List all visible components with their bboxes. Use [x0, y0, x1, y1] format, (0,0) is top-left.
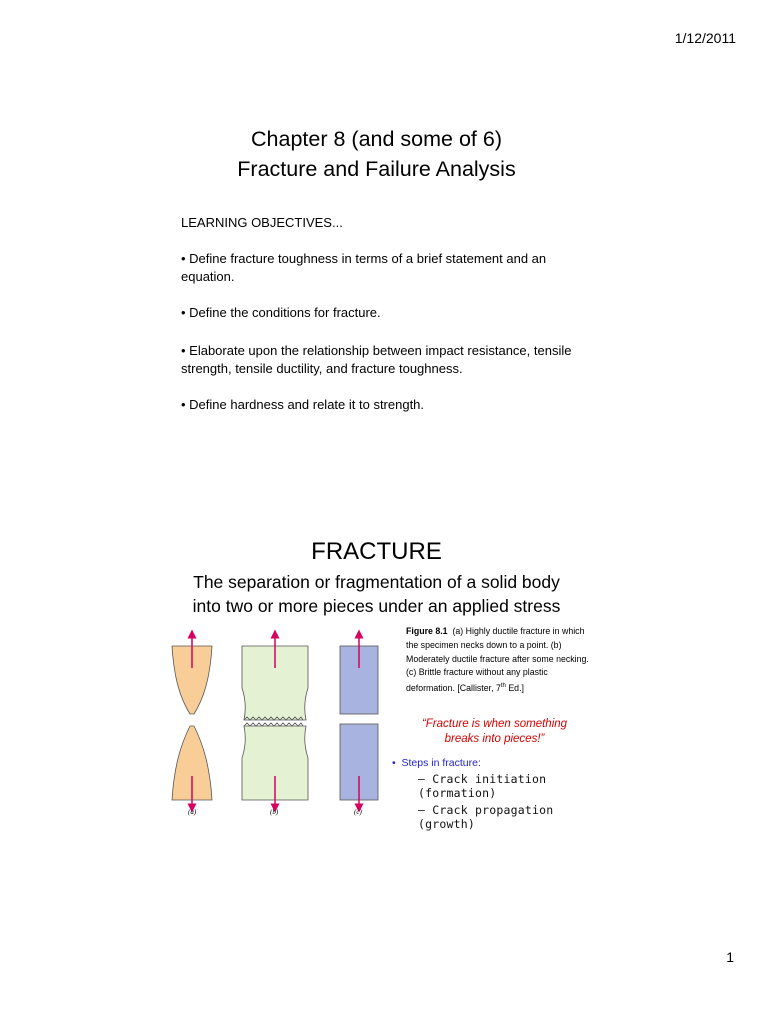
date-stamp: 1/12/2011	[674, 30, 736, 46]
step-item: – Crack propagation (growth)	[418, 803, 554, 831]
panel-a-ductile	[172, 634, 212, 808]
fracture-quote	[412, 717, 577, 747]
figure-caption-text: (a) Highly ductile fracture in which the specimen necks down to a point. (b) Moderately ductile fracture after some necking. (c) Brittle fracture without any plastic deformation. [Callister, 7	[406, 626, 589, 694]
figure-caption-end: Ed.]	[505, 683, 524, 694]
figure-label: Figure 8.1	[406, 626, 448, 636]
fracture-steps	[392, 757, 592, 831]
steps-heading: • Steps in fracture:	[392, 757, 481, 769]
panel-label-b: (b)	[270, 808, 279, 816]
fracture-figure	[168, 628, 400, 818]
quote-line1: “Fracture is when something	[421, 718, 568, 730]
objective-item: • Define hardness and relate it to strength.	[181, 397, 425, 412]
slide1-title	[150, 124, 603, 184]
panel-label-c: (c)	[354, 808, 362, 816]
panel-b-moderate	[242, 634, 308, 808]
objective-item: • Elaborate upon the relationship between impact resistance, tensile strength, tensile ductility, and fracture toughness.	[181, 343, 572, 376]
objective-item: • Define fracture toughness in terms of a brief statement and an equation.	[181, 251, 547, 284]
figure-caption-sup: th	[500, 683, 506, 690]
page-number: 1	[726, 949, 734, 965]
slide1-title-line1: Chapter 8 (and some of 6)	[251, 127, 502, 151]
panel-c-brittle	[340, 634, 378, 808]
step-item: – Crack initiation (formation)	[418, 772, 547, 800]
objective-item: • Define the conditions for fracture.	[181, 305, 381, 320]
steps-heading-text: Steps in fracture:	[401, 757, 481, 769]
slide2-subtitle-line2: into two or more pieces under an applied stress	[192, 596, 561, 616]
objectives-heading: LEARNING OBJECTIVES...	[181, 215, 343, 230]
slide1-title-line2: Fracture and Failure Analysis	[237, 157, 516, 181]
quote-line2: breaks into pieces!”	[444, 733, 545, 745]
slide2-subtitle	[150, 570, 603, 618]
slide2-title: FRACTURE	[311, 538, 442, 565]
slide2-subtitle-line1: The separation or fragmentation of a solid body	[193, 572, 560, 592]
panel-label-a: (a)	[188, 808, 197, 816]
figure-caption	[406, 625, 596, 696]
